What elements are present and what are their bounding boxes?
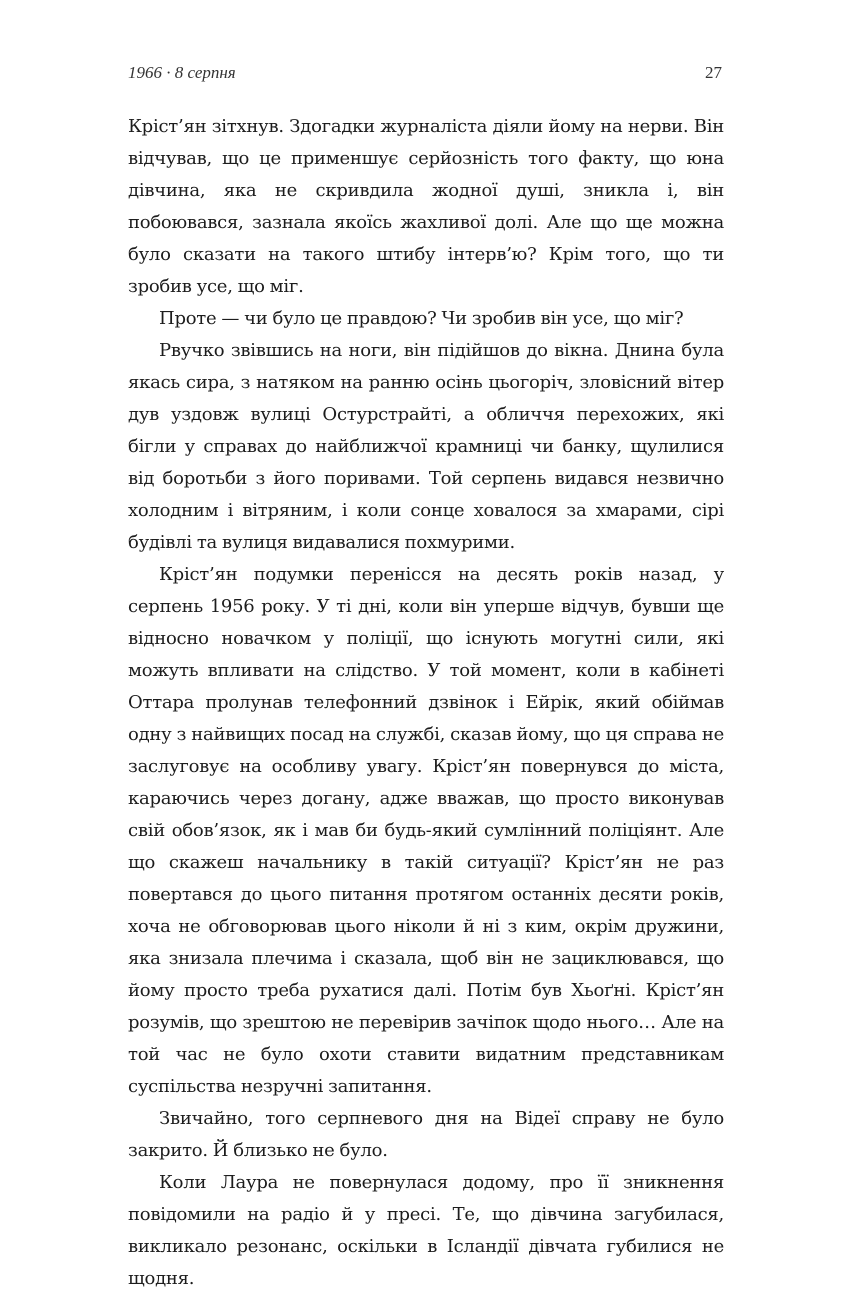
paragraph: Коли Лаура не повернулася додому, про її зникнення повідомили на радіо й у пресі. Те, що дівчина загубилася, викликало резонанс, оскільки в Ісландії дівчата губилися не щодня. (128, 1172, 724, 1289)
paragraph: Кріст’ян зітхнув. Здогадки журналіста діяли йому на нерви. Він відчував, що це применшує серйозність того факту, що юна дівчина, яка не скривдила жодної душі, зникла і, він побоювався, зазнала якоїсь жахливої долі. Але що ще можна було сказати на такого штибу інтерв’ю? Крім того, що ти зробив усе, що міг. (128, 116, 724, 297)
paragraph: Проте — чи було це правдою? Чи зробив він усе, що міг? (159, 308, 684, 329)
paragraph: Кріст’ян подумки перенісся на десять років назад, у серпень 1956 року. У ті дні, коли він уперше відчув, бувши ще відносно новачком у поліції, що існують могутні сили, які можуть впливати на слідство. У той момент, коли в кабінеті Оттара пролунав телефонний дзвінок і Ейрік, який обіймав одну з найвищих посад на службі, сказав йому, що ця справа не заслуговує на особливу увагу. Кріст’ян повернувся до міста, караючись через догану, адже вважав, що просто виконував свій обов’язок, як і мав би будь-який сумлінний поліціянт. Але що скажеш начальнику в такій ситуації? Кріст’ян не раз повертався до цього питання протягом останніх десяти років, хоча не обговорював цього ніколи й ні з ким, окрім дружини, яка знизала плечима і сказала, щоб він не зациклювався, що йому просто треба рухатися далі. Потім був Хьоґні. Кріст’ян розумів, що зрештою не перевірив зачіпок щодо нього… Але на той час не було охоти ставити видатним представникам суспільства незручні запитання. (128, 564, 724, 1097)
paragraph: Звичайно, того серпневого дня на Відеї справу не було закрито. Й близько не було. (128, 1108, 724, 1161)
running-head: 1966 · 8 серпня (128, 63, 236, 82)
paragraph: Рвучко звівшись на ноги, він підійшов до вікна. Днина була якась сира, з натяком на ранню осінь цьогоріч, зловісний вітер дув уздовж вулиці Остурстрайті, а обличчя перехожих, які бігли у справах до найближчої крамниці чи банку, щулилися від боротьби з його поривами. Той серпень видався незвично холодним і вітряним, і коли сонце ховалося за хмарами, сірі будівлі та вулиця видавалися похмурими. (128, 340, 724, 553)
page-number: 27 (705, 63, 722, 82)
body-text (128, 111, 724, 1295)
